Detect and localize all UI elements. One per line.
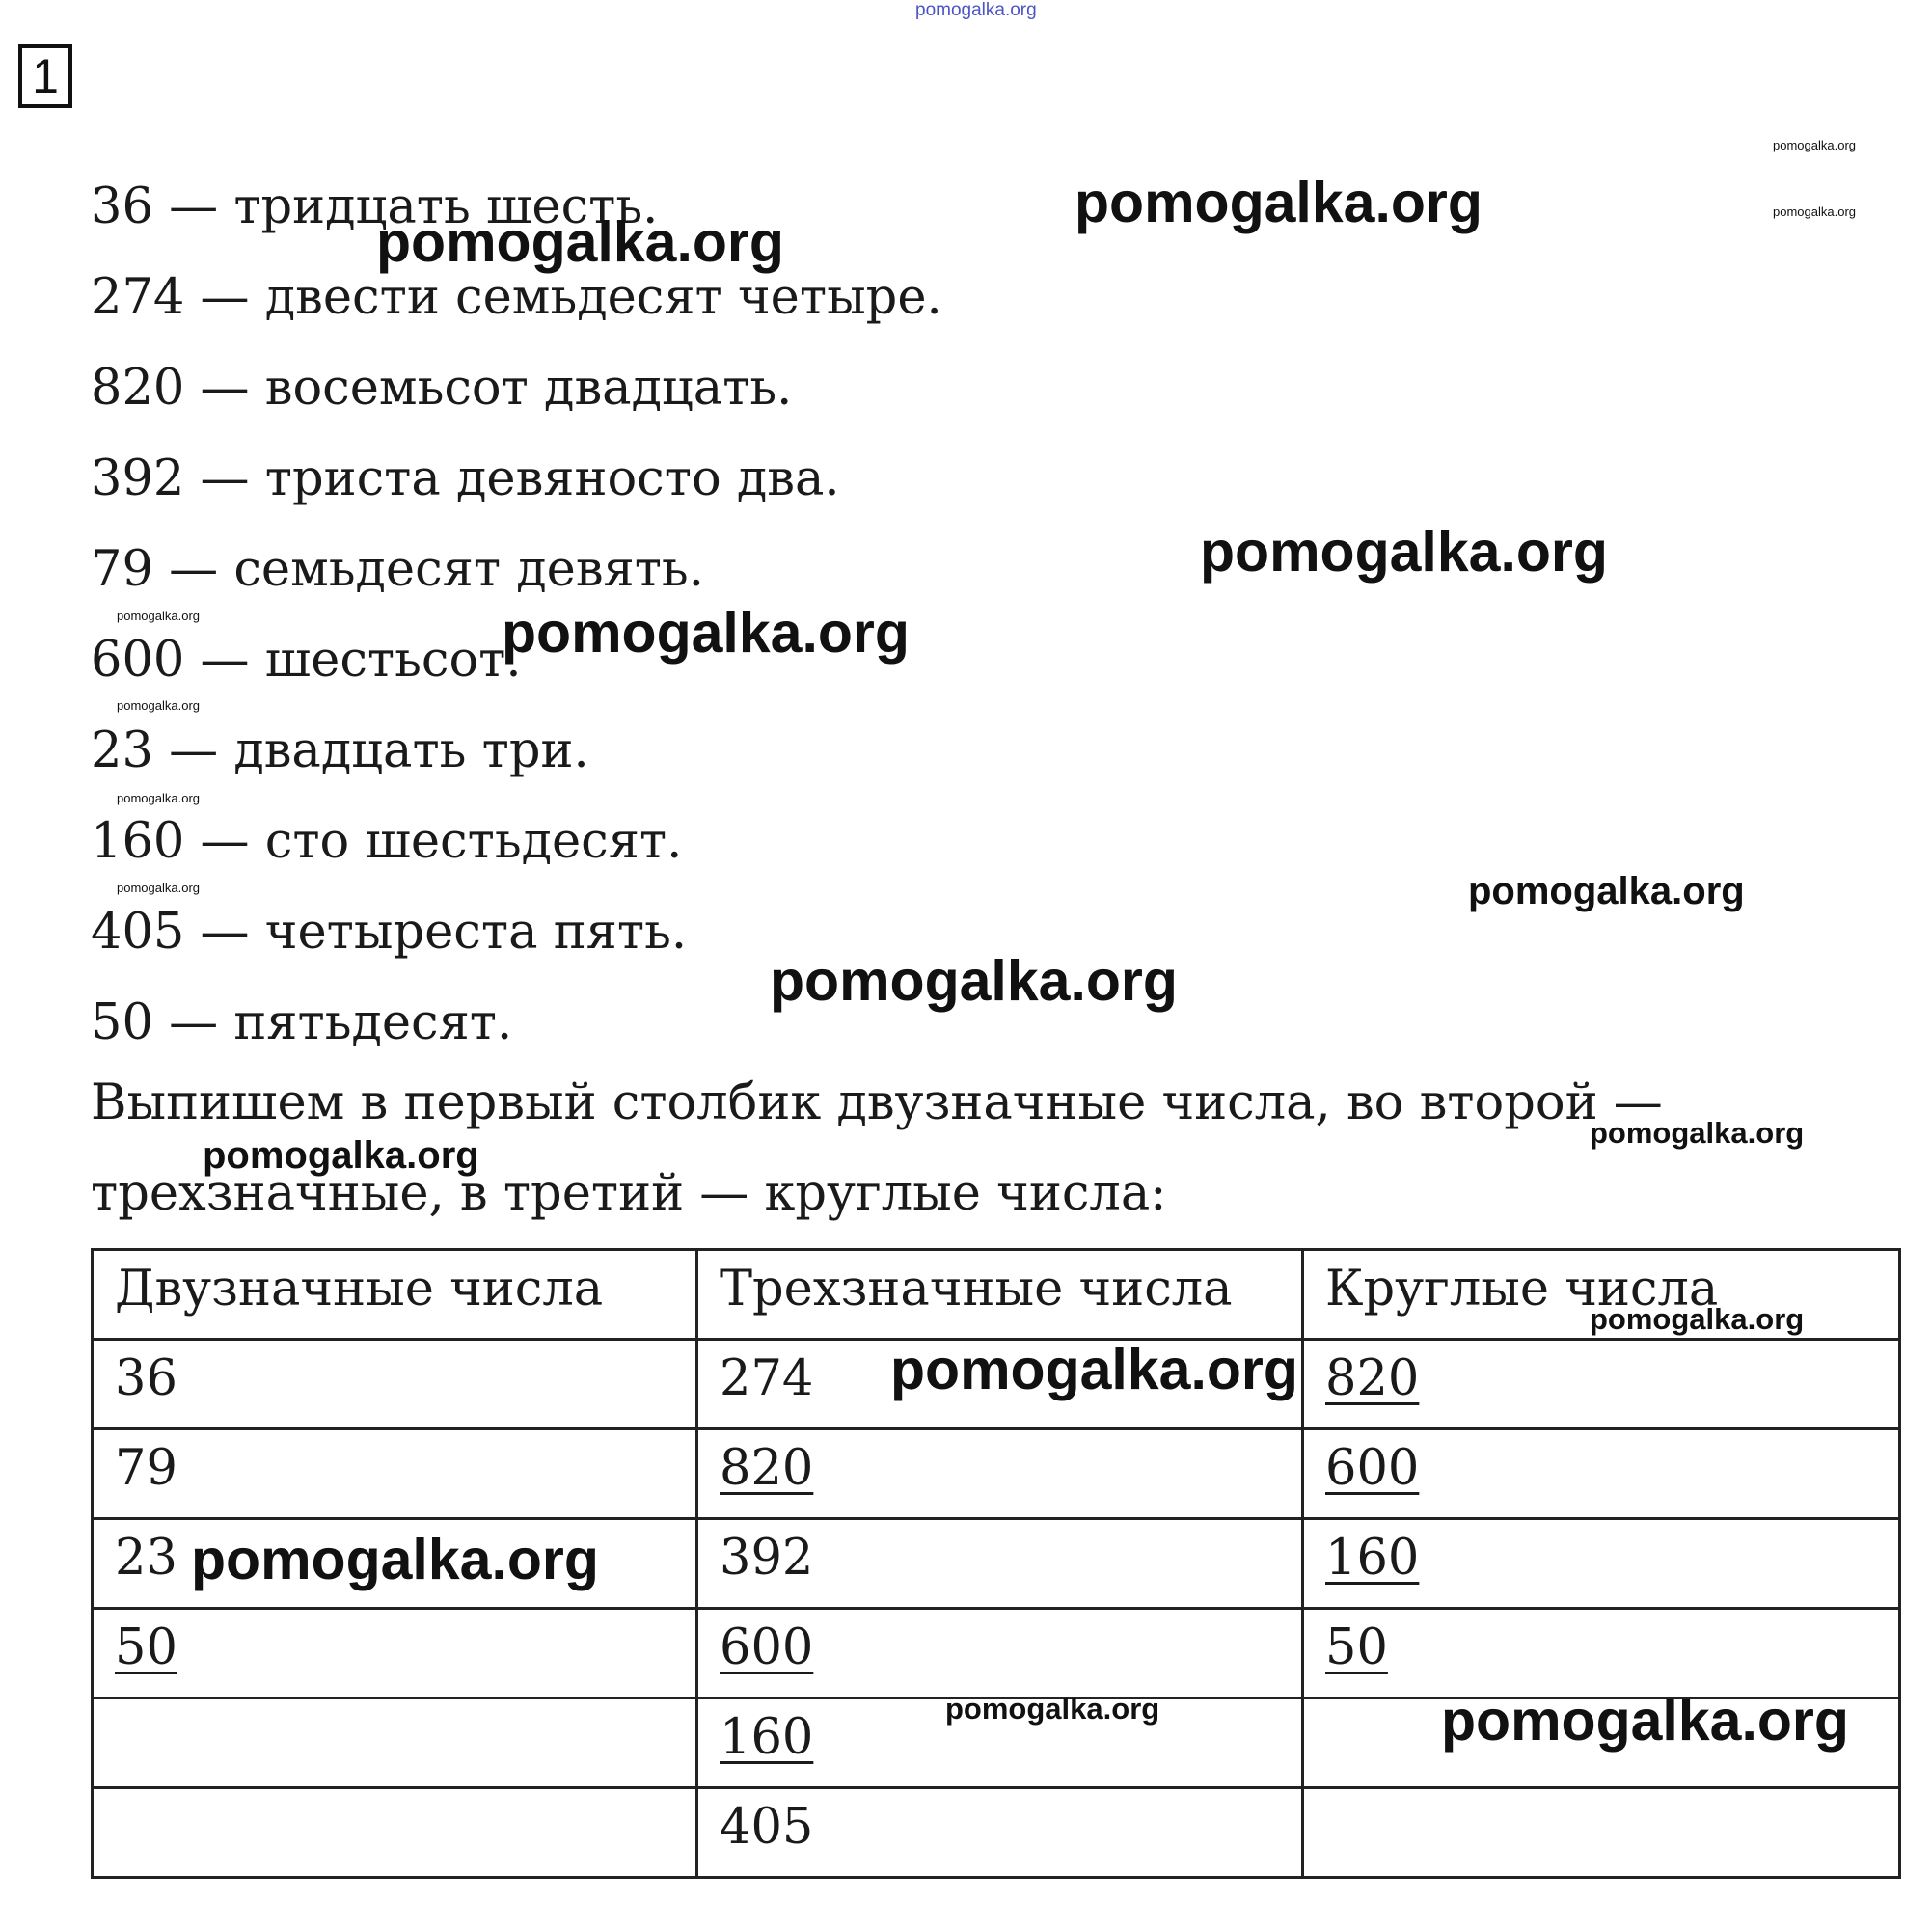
table-row <box>93 1609 1900 1699</box>
watermark: pomogalka.org <box>915 0 1037 20</box>
number-word-line: 50 — пятьдесят. <box>91 994 513 1051</box>
watermark: pomogalka.org <box>1441 1689 1849 1753</box>
table-cell <box>697 1609 1303 1699</box>
underlined-value: 50 <box>1325 1619 1388 1676</box>
number-word-line: 405 — четыреста пять. <box>91 904 688 961</box>
table-cell: 392 <box>697 1519 1303 1609</box>
table-cell <box>93 1699 697 1788</box>
watermark: pomogalka.org <box>890 1338 1298 1401</box>
underlined-value: 820 <box>720 1440 814 1497</box>
underlined-value: 160 <box>720 1709 814 1766</box>
number-word-line: 23 — двадцать три. <box>91 722 589 779</box>
table-cell <box>1303 1609 1900 1699</box>
number-word-line: 600 — шестьсот. <box>91 632 522 689</box>
underlined-value: 600 <box>720 1619 814 1676</box>
underlined-value: 600 <box>1325 1440 1420 1497</box>
number-word-line: 820 — восемьсот двадцать. <box>91 360 793 417</box>
watermark: pomogalka.org <box>502 601 910 665</box>
watermark: pomogalka.org <box>1590 1116 1805 1150</box>
table-cell <box>1303 1340 1900 1429</box>
table-cell <box>697 1429 1303 1519</box>
table-cell: 405 <box>697 1788 1303 1878</box>
watermark: pomogalka.org <box>117 609 200 623</box>
watermark: pomogalka.org <box>117 698 200 713</box>
watermark: pomogalka.org <box>770 949 1178 1013</box>
table-cell <box>93 1609 697 1699</box>
watermark: pomogalka.org <box>1468 870 1745 912</box>
header-two-digit: Двузначные числа <box>93 1250 697 1340</box>
watermark: pomogalka.org <box>203 1134 479 1177</box>
underlined-value: 820 <box>1325 1350 1420 1407</box>
number-word-line: 392 — триста девяносто два. <box>91 450 840 507</box>
table-cell: 79 <box>93 1429 697 1519</box>
underlined-value: 160 <box>1325 1530 1420 1587</box>
watermark: pomogalka.org <box>1773 138 1856 152</box>
underlined-value: 50 <box>115 1619 177 1676</box>
table-cell <box>93 1788 697 1878</box>
watermark: pomogalka.org <box>1200 520 1608 584</box>
watermark: pomogalka.org <box>117 791 200 805</box>
watermark: pomogalka.org <box>376 210 784 274</box>
watermark: pomogalka.org <box>945 1692 1160 1726</box>
table-cell <box>1303 1519 1900 1609</box>
table-cell <box>1303 1429 1900 1519</box>
table-row <box>93 1429 1900 1519</box>
number-word-line: 274 — двести семьдесят четыре. <box>91 269 942 326</box>
table-cell: 23 <box>93 1519 697 1609</box>
table-row <box>93 1788 1900 1878</box>
number-word-line: 160 — сто шестьдесят. <box>91 813 683 870</box>
header-three-digit: Трехзначные числа <box>697 1250 1303 1340</box>
number-word-line: 79 — семьдесят девять. <box>91 541 704 598</box>
table-cell: 274 <box>697 1340 1303 1429</box>
watermark: pomogalka.org <box>1075 171 1483 234</box>
table-cell: 36 <box>93 1340 697 1429</box>
watermark: pomogalka.org <box>1590 1302 1805 1336</box>
watermark: pomogalka.org <box>1773 204 1856 219</box>
header-round: Круглые числа <box>1303 1250 1900 1340</box>
watermark: pomogalka.org <box>191 1528 599 1591</box>
number-word-line: 36 — тридцать шесть. <box>91 178 659 235</box>
watermark: pomogalka.org <box>117 881 200 895</box>
task-number-box: 1 <box>18 44 72 108</box>
intro-text: Выпишем в первый столбик двузначные числа, во второй — трехзначные, в третий — круглые числа: <box>91 1074 1663 1222</box>
table-cell <box>1303 1788 1900 1878</box>
